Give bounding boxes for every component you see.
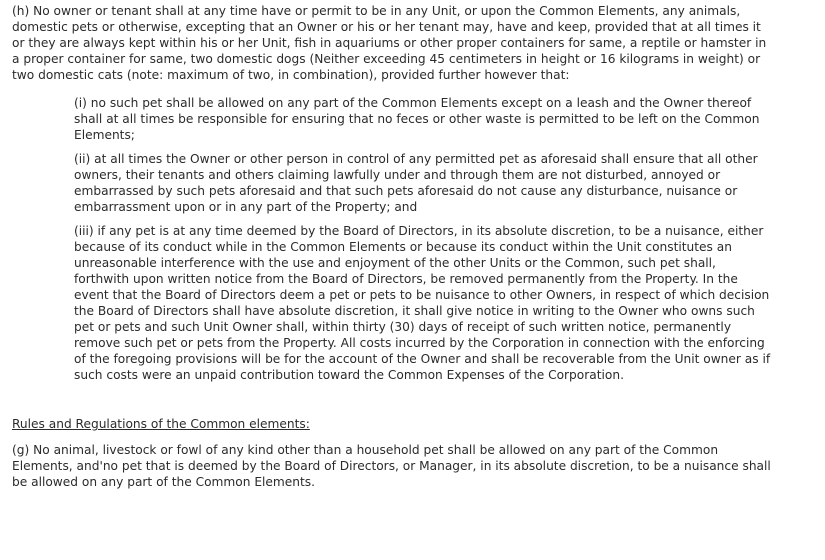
section-h-subitems xyxy=(74,95,774,383)
section-g-paragraph: (g) No animal, livestock or fowl of any kind other than a household pet shall be allowed on any part of the Common Elements, and'no pet that is deemed by the Board of Directors, or Manager, in its absolute discretion, to be a nuisance shall be allowed on any part of the Common Elements. xyxy=(12,443,771,489)
subitem-iii: (iii) if any pet is at any time deemed by the Board of Directors, in its absolute discretion, to be a nuisance, either because of its conduct while in the Common Elements or because its conduct within the Unit constitutes an unreasonable interference with the use and enjoyment of the other Units or the Common, such pet shall, forthwith upon written notice from the Board of Directors, be removed permanently from the Property. In the event that the Board of Directors deem a pet or pets to be nuisance to other Owners, in respect of which decision the Board of Directors shall have absolute discretion, it shall give notice in writing to the Owner who owns such pet or pets and such Unit Owner shall, within thirty (30) days of receipt of such written notice, permanently remove such pet or pets from the Property. All costs incurred by the Corporation in connection with the enforcing of the foregoing provisions will be for the account of the Owner and shall be recoverable from the Unit owner as if such costs were an unpaid contribution toward the Common Expenses of the Corporation. xyxy=(74,224,771,382)
document-body xyxy=(12,3,817,490)
subitem-ii: (ii) at all times the Owner or other person in control of any permitted pet as aforesaid shall ensure that all other owners, their tenants and others claiming lawfully under and through them are not disturbed, annoyed or embarrassed by such pets aforesaid and that such pets aforesaid do not cause any disturbance, nuisance or embarrassment upon or in any part of the Property; and xyxy=(74,152,758,214)
subitem-i: (i) no such pet shall be allowed on any part of the Common Elements except on a leash and the Owner thereof shall at all times be responsible for ensuring that no feces or other waste is permitted to be left on the Common Elements; xyxy=(74,96,760,142)
rules-heading: Rules and Regulations of the Common elements: xyxy=(12,417,310,431)
section-h-paragraph: (h) No owner or tenant shall at any time have or permit to be in any Unit, or upon the Common Elements, any animals, domestic pets or otherwise, excepting that an Owner or his or her tenant may, have and keep, provided that at all times it or they are always kept within his or her Unit, fish in aquariums or other proper containers for same, a reptile or hamster in a proper container for same, two domestic dogs (Neither exceeding 45 centimeters in height or 16 kilograms in weight) or two domestic cats (note: maximum of two, in combination), provided further however that: xyxy=(12,4,767,82)
